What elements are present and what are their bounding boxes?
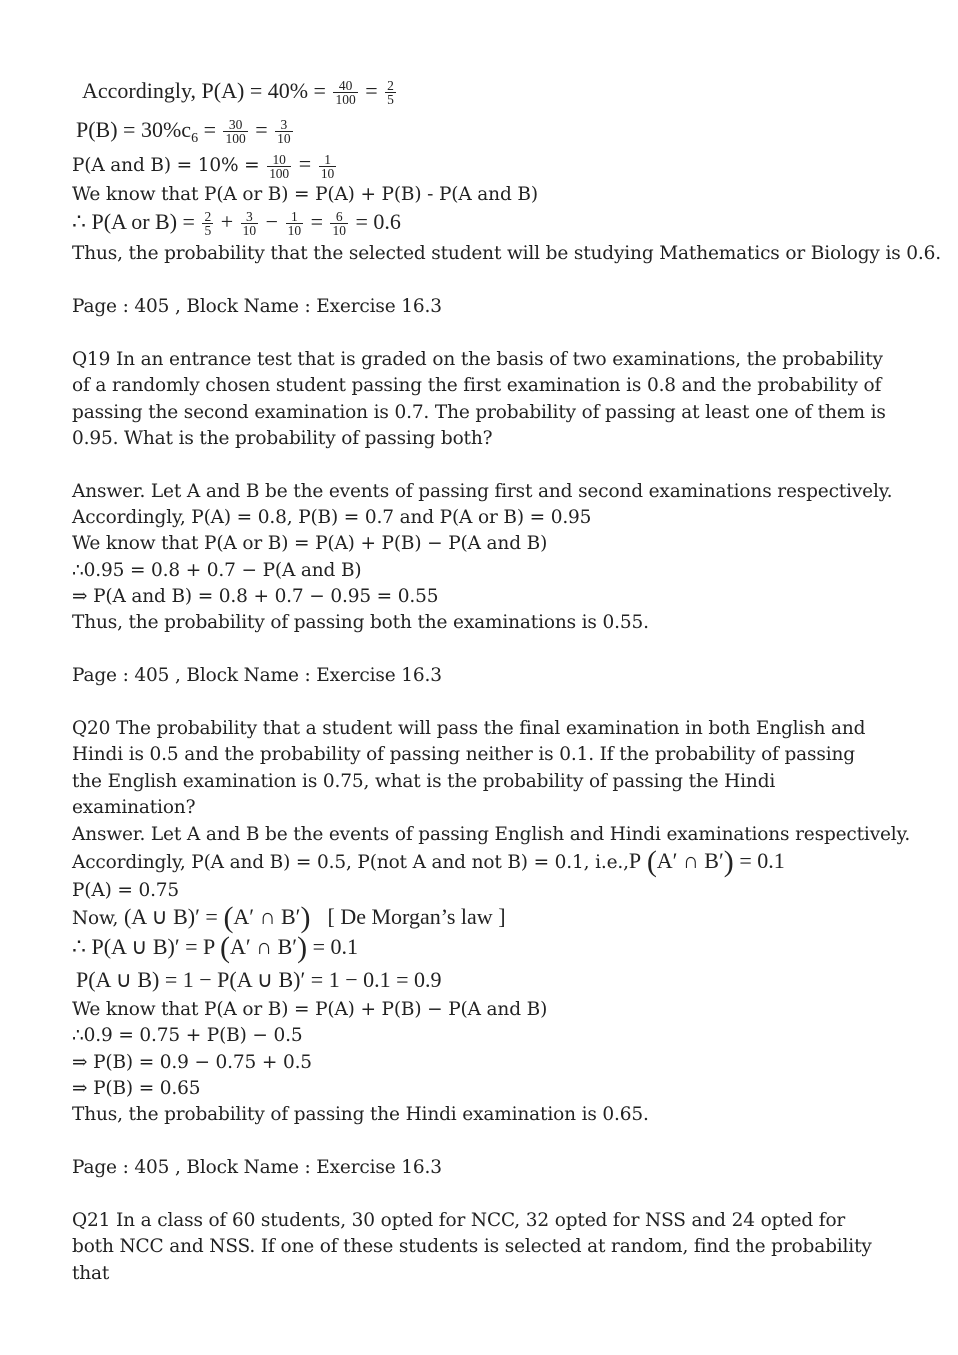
fraction: $\frac{3}{10}$ [277, 117, 291, 147]
q20-now-line: Now, (A ∪ B)′ = (A′ ∩ B′) [ De Morgan’s law ] [72, 901, 506, 934]
q19-answer-line: We know that P(A or B) = P(A) + P(B) − P(A and B) [72, 533, 548, 554]
fraction: $\frac{1}{10}$ [287, 209, 302, 239]
q20-question: Q20 The probability that a student will pass the final examination in both English and Hindi is 0.5 and the probability of passing neither is 0.1. If the probability of passing the English examination is 0.75, what is the probability of passing the Hindi examination? [72, 718, 866, 819]
fraction: $\frac{2}{5}$ [204, 209, 212, 239]
block-label: Page : 405 , Block Name : Exercise 16.3 [72, 1157, 442, 1178]
q20-pa-line: P(A) = 0.75 [72, 880, 180, 901]
block-label: Page : 405 , Block Name : Exercise 16.3 [72, 296, 442, 317]
q19-question: Q19 In an entrance test that is graded on the basis of two examinations, the probability of a randomly chosen student passing the first examination is 0.8 and the probability of passing the second examination is 0.7. The probability of passing at least one of them is 0.95. What is the probability of passing both? [72, 349, 886, 450]
q20-answer-line: ⇒ P(B) = 0.9 − 0.75 + 0.5 [72, 1052, 312, 1073]
q19-answer-line: ∴0.95 = 0.8 + 0.7 − P(A and B) [72, 560, 362, 581]
pa-equation: Accordingly, P(A) = 40% = $\frac{40}{100}$ = $\frac{2}{5}$ [82, 78, 394, 108]
q20-answer-line: ⇒ P(B) = 0.65 [72, 1078, 201, 1099]
know-line: We know that P(A or B) = P(A) + P(B) - P(A and B) [72, 184, 538, 205]
fraction: $\frac{10}{100}$ [269, 151, 289, 181]
q21-question: Q21 In a class of 60 students, 30 opted for NCC, 32 opted for NSS and 24 opted for both NCC and NSS. If one of these students is selected at random, find the probability that [72, 1210, 872, 1284]
q19-answer-line: ⇒ P(A and B) = 0.8 + 0.7 − 0.95 = 0.55 [72, 586, 439, 607]
fraction: $\frac{6}{10}$ [332, 209, 346, 239]
q19-answer-line: Thus, the probability of passing both the examinations is 0.55. [72, 612, 649, 633]
fraction: $\frac{1}{10}$ [320, 151, 335, 181]
pb-equation: $P(B) = 30\%c_6$ = $\frac{30}{100}$ = $\frac{3}{10}$ [76, 117, 291, 147]
fraction: $\frac{40}{100}$ [335, 78, 356, 108]
fraction: $\frac{30}{100}$ [225, 117, 246, 147]
q20-therefore-line: ∴ P(A ∪ B)′ = P (A′ ∩ B′) = 0.1 [72, 931, 358, 964]
q20-union-line: P(A ∪ B) = 1 − P(A ∪ B)′ = 1 − 0.1 = 0.9 [76, 967, 442, 992]
q19-answer-line: Accordingly, P(A) = 0.8, P(B) = 0.7 and P(A or B) = 0.95 [72, 507, 592, 528]
pab-equation: P(A and B) = 10% = $\frac{10}{100}$ = $\frac{1}{10}$ [72, 151, 335, 181]
fraction: $\frac{2}{5}$ [387, 78, 394, 108]
block-label: Page : 405 , Block Name : Exercise 16.3 [72, 665, 442, 686]
therefore-equation: ∴ P(A or B) = $\frac{2}{5}$ + $\frac{3}{10}$ − $\frac{1}{10}$ = $\frac{6}{10}$ = 0.6 [72, 209, 401, 239]
conclusion-text: Thus, the probability that the selected student will be studying Mathematics or Biology is 0.6. [72, 243, 942, 264]
q20-answer-line: ∴0.9 = 0.75 + P(B) − 0.5 [72, 1025, 303, 1046]
fraction: $\frac{3}{10}$ [242, 209, 257, 239]
q20-answer-line: Answer. Let A and B be the events of passing English and Hindi examinations respectively. [72, 824, 911, 845]
q20-answer-line: We know that P(A or B) = P(A) + P(B) − P(A and B) [72, 999, 548, 1020]
q19-answer-line: Answer. Let A and B be the events of passing first and second examinations respectively. [72, 481, 893, 502]
q20-accordingly: Accordingly, P(A and B) = 0.5, P(not A and not B) = 0.1, i.e.,P (A′ ∩ B′) = 0.1 [72, 845, 785, 878]
q20-answer-line: Thus, the probability of passing the Hindi examination is 0.65. [72, 1104, 649, 1125]
